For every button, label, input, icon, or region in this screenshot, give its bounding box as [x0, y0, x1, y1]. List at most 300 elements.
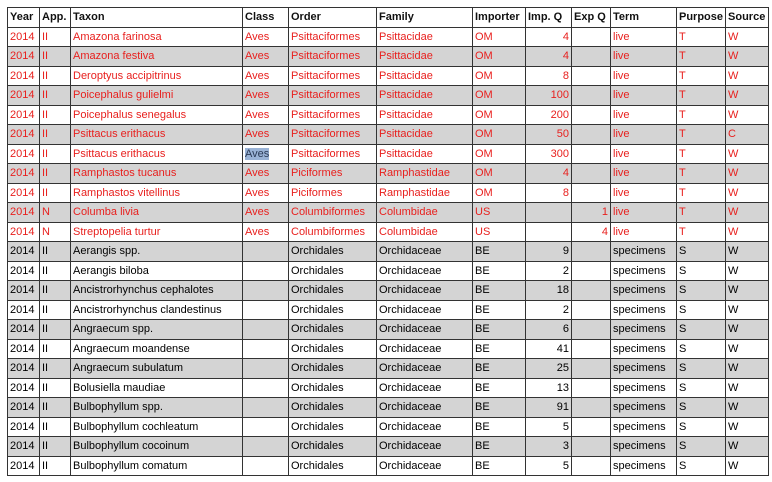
cell-order[interactable]: Orchidales	[289, 456, 377, 476]
cell-order[interactable]: Piciformes	[289, 183, 377, 203]
cell-importer[interactable]: BE	[473, 242, 526, 262]
cell-purpose[interactable]: T	[677, 27, 726, 47]
cell-source[interactable]: W	[726, 456, 769, 476]
cell-year[interactable]: 2014	[8, 300, 40, 320]
cell-family[interactable]: Orchidaceae	[377, 242, 473, 262]
cell-appendix[interactable]: II	[40, 242, 71, 262]
cell-export-quantity[interactable]	[572, 320, 611, 340]
cell-family[interactable]: Psittacidae	[377, 105, 473, 125]
cell-family[interactable]: Ramphastidae	[377, 164, 473, 184]
table-row	[8, 222, 769, 242]
cell-year[interactable]: 2014	[8, 222, 40, 242]
cell-export-quantity[interactable]	[572, 144, 611, 164]
selected-text[interactable]: Aves	[245, 147, 270, 160]
cell-term[interactable]: specimens	[611, 242, 677, 262]
cell-appendix[interactable]: II	[40, 164, 71, 184]
cell-year[interactable]: 2014	[8, 164, 40, 184]
cell-importer[interactable]: OM	[473, 105, 526, 125]
cell-purpose[interactable]: S	[677, 456, 726, 476]
cell-import-quantity[interactable]: 50	[526, 125, 572, 145]
cell-import-quantity[interactable]: 5	[526, 456, 572, 476]
cell-term[interactable]: live	[611, 144, 677, 164]
cell-family[interactable]: Orchidaceae	[377, 417, 473, 437]
cell-appendix[interactable]: II	[40, 183, 71, 203]
cell-export-quantity[interactable]	[572, 378, 611, 398]
cell-importer[interactable]: BE	[473, 456, 526, 476]
cell-appendix[interactable]: N	[40, 203, 71, 223]
cell-taxon[interactable]: Columba livia	[71, 203, 243, 223]
cell-source[interactable]: W	[726, 66, 769, 86]
cell-class[interactable]: Aves	[243, 86, 289, 106]
cell-appendix[interactable]: II	[40, 320, 71, 340]
cell-purpose[interactable]: T	[677, 66, 726, 86]
cell-appendix[interactable]: II	[40, 27, 71, 47]
cell-taxon[interactable]: Angraecum spp.	[71, 320, 243, 340]
cell-appendix[interactable]: N	[40, 222, 71, 242]
cell-order[interactable]: Orchidales	[289, 359, 377, 379]
cell-family[interactable]: Psittacidae	[377, 86, 473, 106]
cell-taxon[interactable]: Psittacus erithacus	[71, 144, 243, 164]
cell-importer[interactable]: US	[473, 203, 526, 223]
cell-taxon[interactable]: Angraecum subulatum	[71, 359, 243, 379]
table-row	[8, 300, 769, 320]
cell-import-quantity[interactable]: 13	[526, 378, 572, 398]
cell-importer[interactable]: OM	[473, 86, 526, 106]
cell-source[interactable]: W	[726, 27, 769, 47]
table-row	[8, 164, 769, 184]
cell-purpose[interactable]: S	[677, 359, 726, 379]
cell-term[interactable]: live	[611, 125, 677, 145]
cell-family[interactable]: Orchidaceae	[377, 320, 473, 340]
cell-family[interactable]: Psittacidae	[377, 27, 473, 47]
cell-taxon[interactable]: Aerangis spp.	[71, 242, 243, 262]
cell-order[interactable]: Psittaciformes	[289, 105, 377, 125]
cell-order[interactable]: Orchidales	[289, 261, 377, 281]
cell-import-quantity[interactable]: 4	[526, 27, 572, 47]
cell-taxon[interactable]: Ancistrorhynchus cephalotes	[71, 281, 243, 301]
cell-importer[interactable]: BE	[473, 398, 526, 418]
cell-source[interactable]: W	[726, 183, 769, 203]
cell-family[interactable]: Psittacidae	[377, 47, 473, 67]
cell-term[interactable]: live	[611, 86, 677, 106]
cell-taxon[interactable]: Amazona festiva	[71, 47, 243, 67]
cell-order[interactable]: Columbiformes	[289, 203, 377, 223]
cell-appendix[interactable]: II	[40, 66, 71, 86]
cell-appendix[interactable]: II	[40, 86, 71, 106]
cell-export-quantity[interactable]	[572, 125, 611, 145]
cell-taxon[interactable]: Ramphastos tucanus	[71, 164, 243, 184]
cell-importer[interactable]: OM	[473, 183, 526, 203]
cell-importer[interactable]: BE	[473, 320, 526, 340]
cell-family[interactable]: Orchidaceae	[377, 378, 473, 398]
cell-importer[interactable]: BE	[473, 339, 526, 359]
cell-purpose[interactable]: T	[677, 47, 726, 67]
cell-year[interactable]: 2014	[8, 27, 40, 47]
cell-export-quantity[interactable]	[572, 47, 611, 67]
cell-export-quantity[interactable]: 1	[572, 203, 611, 223]
cell-source[interactable]: W	[726, 300, 769, 320]
cell-appendix[interactable]: II	[40, 398, 71, 418]
cell-taxon[interactable]: Ramphastos vitellinus	[71, 183, 243, 203]
cell-term[interactable]: live	[611, 183, 677, 203]
cell-class[interactable]	[243, 378, 289, 398]
col-header-family[interactable]: Family	[377, 8, 473, 28]
cell-import-quantity[interactable]: 8	[526, 183, 572, 203]
cell-import-quantity[interactable]: 9	[526, 242, 572, 262]
cell-class[interactable]	[243, 144, 289, 164]
cell-source[interactable]: W	[726, 320, 769, 340]
cell-purpose[interactable]: T	[677, 222, 726, 242]
cell-taxon[interactable]: Amazona farinosa	[71, 27, 243, 47]
cell-purpose[interactable]: T	[677, 125, 726, 145]
col-header-order[interactable]: Order	[289, 8, 377, 28]
cell-import-quantity[interactable]: 2	[526, 300, 572, 320]
cell-term[interactable]: live	[611, 105, 677, 125]
cell-export-quantity[interactable]	[572, 456, 611, 476]
cell-importer[interactable]: OM	[473, 144, 526, 164]
cell-appendix[interactable]: II	[40, 105, 71, 125]
cell-export-quantity[interactable]: 4	[572, 222, 611, 242]
cell-appendix[interactable]: II	[40, 456, 71, 476]
cell-family[interactable]: Orchidaceae	[377, 261, 473, 281]
cell-order[interactable]: Orchidales	[289, 281, 377, 301]
cell-year[interactable]: 2014	[8, 378, 40, 398]
cell-order[interactable]: Psittaciformes	[289, 47, 377, 67]
cell-family[interactable]: Orchidaceae	[377, 359, 473, 379]
cell-order[interactable]: Psittaciformes	[289, 86, 377, 106]
cell-class[interactable]	[243, 437, 289, 457]
cell-appendix[interactable]: II	[40, 378, 71, 398]
cell-taxon[interactable]: Bulbophyllum cochleatum	[71, 417, 243, 437]
cell-order[interactable]: Psittaciformes	[289, 66, 377, 86]
cell-import-quantity[interactable]: 8	[526, 66, 572, 86]
cell-class[interactable]: Aves	[243, 47, 289, 67]
cell-term[interactable]: live	[611, 222, 677, 242]
cell-import-quantity[interactable]: 100	[526, 86, 572, 106]
cell-family[interactable]: Orchidaceae	[377, 339, 473, 359]
cell-family[interactable]: Ramphastidae	[377, 183, 473, 203]
cell-import-quantity[interactable]: 5	[526, 417, 572, 437]
col-header-taxon[interactable]: Taxon	[71, 8, 243, 28]
table-row	[8, 86, 769, 106]
cell-export-quantity[interactable]	[572, 300, 611, 320]
cell-class[interactable]	[243, 261, 289, 281]
cell-taxon[interactable]: Bolusiella maudiae	[71, 378, 243, 398]
cell-class[interactable]: Aves	[243, 66, 289, 86]
cell-class[interactable]	[243, 398, 289, 418]
cell-import-quantity[interactable]: 300	[526, 144, 572, 164]
cell-term[interactable]: specimens	[611, 359, 677, 379]
cell-import-quantity[interactable]: 3	[526, 437, 572, 457]
cell-class[interactable]: Aves	[243, 164, 289, 184]
cell-taxon[interactable]: Bulbophyllum comatum	[71, 456, 243, 476]
cell-class[interactable]: Aves	[243, 105, 289, 125]
cell-source[interactable]: W	[726, 398, 769, 418]
cell-import-quantity[interactable]: 2	[526, 261, 572, 281]
table-row	[8, 398, 769, 418]
cell-importer[interactable]: OM	[473, 125, 526, 145]
cell-term[interactable]: specimens	[611, 339, 677, 359]
cell-purpose[interactable]: T	[677, 183, 726, 203]
cell-source[interactable]: W	[726, 222, 769, 242]
cell-order[interactable]: Orchidales	[289, 398, 377, 418]
cell-year[interactable]: 2014	[8, 359, 40, 379]
cell-appendix[interactable]: II	[40, 417, 71, 437]
cell-export-quantity[interactable]	[572, 417, 611, 437]
cell-year[interactable]: 2014	[8, 339, 40, 359]
cell-purpose[interactable]: S	[677, 281, 726, 301]
cell-term[interactable]: specimens	[611, 320, 677, 340]
cell-family[interactable]: Columbidae	[377, 222, 473, 242]
cell-term[interactable]: specimens	[611, 281, 677, 301]
cell-family[interactable]: Psittacidae	[377, 125, 473, 145]
cell-order[interactable]: Psittaciformes	[289, 27, 377, 47]
table-row	[8, 144, 769, 164]
cell-importer[interactable]: BE	[473, 300, 526, 320]
cell-family[interactable]: Psittacidae	[377, 144, 473, 164]
cell-importer[interactable]: BE	[473, 281, 526, 301]
table-row	[8, 66, 769, 86]
cell-source[interactable]: W	[726, 86, 769, 106]
cell-purpose[interactable]: T	[677, 86, 726, 106]
col-header-term[interactable]: Term	[611, 8, 677, 28]
header-row	[8, 8, 769, 28]
cell-order[interactable]: Orchidales	[289, 417, 377, 437]
cell-appendix[interactable]: II	[40, 125, 71, 145]
cell-year[interactable]: 2014	[8, 417, 40, 437]
cell-purpose[interactable]: S	[677, 300, 726, 320]
cell-importer[interactable]: BE	[473, 359, 526, 379]
cell-appendix[interactable]: II	[40, 261, 71, 281]
cell-year[interactable]: 2014	[8, 437, 40, 457]
cell-source[interactable]: W	[726, 261, 769, 281]
cell-family[interactable]: Columbidae	[377, 203, 473, 223]
cell-class[interactable]: Aves	[243, 222, 289, 242]
cell-import-quantity[interactable]: 6	[526, 320, 572, 340]
cell-purpose[interactable]: S	[677, 437, 726, 457]
cell-class[interactable]	[243, 320, 289, 340]
cell-purpose[interactable]: S	[677, 339, 726, 359]
cell-taxon[interactable]: Ancistrorhynchus clandestinus	[71, 300, 243, 320]
cell-source[interactable]: W	[726, 105, 769, 125]
cell-term[interactable]: live	[611, 164, 677, 184]
cell-source[interactable]: C	[726, 125, 769, 145]
cell-taxon[interactable]: Aerangis biloba	[71, 261, 243, 281]
cell-order[interactable]: Orchidales	[289, 378, 377, 398]
cell-purpose[interactable]: T	[677, 164, 726, 184]
cell-import-quantity[interactable]	[526, 222, 572, 242]
cell-class[interactable]	[243, 281, 289, 301]
cell-family[interactable]: Orchidaceae	[377, 437, 473, 457]
cell-appendix[interactable]: II	[40, 437, 71, 457]
cell-year[interactable]: 2014	[8, 242, 40, 262]
cell-class[interactable]	[243, 300, 289, 320]
cell-order[interactable]: Psittaciformes	[289, 144, 377, 164]
cell-source[interactable]: W	[726, 378, 769, 398]
cell-taxon[interactable]: Poicephalus gulielmi	[71, 86, 243, 106]
col-header-class[interactable]: Class	[243, 8, 289, 28]
cell-export-quantity[interactable]	[572, 164, 611, 184]
cell-import-quantity[interactable]: 200	[526, 105, 572, 125]
cell-year[interactable]: 2014	[8, 281, 40, 301]
cell-purpose[interactable]: T	[677, 203, 726, 223]
cell-class[interactable]: Aves	[243, 183, 289, 203]
cell-taxon[interactable]: Psittacus erithacus	[71, 125, 243, 145]
col-header-year[interactable]: Year	[8, 8, 40, 28]
cell-appendix[interactable]: II	[40, 359, 71, 379]
cell-class[interactable]	[243, 417, 289, 437]
cell-import-quantity[interactable]: 41	[526, 339, 572, 359]
cell-term[interactable]: specimens	[611, 456, 677, 476]
cell-term[interactable]: specimens	[611, 437, 677, 457]
cell-order[interactable]: Piciformes	[289, 164, 377, 184]
cell-importer[interactable]: US	[473, 222, 526, 242]
cell-taxon[interactable]: Bulbophyllum cocoinum	[71, 437, 243, 457]
cell-import-quantity[interactable]	[526, 203, 572, 223]
cell-class[interactable]	[243, 359, 289, 379]
cell-purpose[interactable]: S	[677, 320, 726, 340]
cell-term[interactable]: specimens	[611, 261, 677, 281]
cell-importer[interactable]: BE	[473, 437, 526, 457]
cell-class[interactable]	[243, 339, 289, 359]
cell-family[interactable]: Orchidaceae	[377, 456, 473, 476]
cell-export-quantity[interactable]	[572, 66, 611, 86]
cell-year[interactable]: 2014	[8, 47, 40, 67]
cell-purpose[interactable]: S	[677, 417, 726, 437]
col-header-appendix[interactable]: App.	[40, 8, 71, 28]
cell-import-quantity[interactable]: 4	[526, 47, 572, 67]
cell-purpose[interactable]: S	[677, 242, 726, 262]
cell-importer[interactable]: OM	[473, 47, 526, 67]
cell-importer[interactable]: OM	[473, 164, 526, 184]
cell-source[interactable]: W	[726, 437, 769, 457]
cell-appendix[interactable]: II	[40, 144, 71, 164]
cell-importer[interactable]: BE	[473, 378, 526, 398]
cell-order[interactable]: Orchidales	[289, 242, 377, 262]
cell-class[interactable]	[243, 242, 289, 262]
cell-year[interactable]: 2014	[8, 144, 40, 164]
cell-order[interactable]: Orchidales	[289, 320, 377, 340]
cell-source[interactable]: W	[726, 417, 769, 437]
cell-term[interactable]: specimens	[611, 398, 677, 418]
cell-export-quantity[interactable]	[572, 281, 611, 301]
cell-taxon[interactable]: Bulbophyllum spp.	[71, 398, 243, 418]
cell-term[interactable]: specimens	[611, 417, 677, 437]
cell-appendix[interactable]: II	[40, 339, 71, 359]
cell-purpose[interactable]: S	[677, 261, 726, 281]
cell-export-quantity[interactable]	[572, 105, 611, 125]
cell-appendix[interactable]: II	[40, 47, 71, 67]
cell-source[interactable]: W	[726, 47, 769, 67]
cell-year[interactable]: 2014	[8, 203, 40, 223]
cell-term[interactable]: live	[611, 27, 677, 47]
cell-importer[interactable]: BE	[473, 261, 526, 281]
cell-import-quantity[interactable]: 18	[526, 281, 572, 301]
cell-year[interactable]: 2014	[8, 261, 40, 281]
cell-class[interactable]: Aves	[243, 203, 289, 223]
cell-term[interactable]: specimens	[611, 300, 677, 320]
cell-family[interactable]: Psittacidae	[377, 66, 473, 86]
cell-export-quantity[interactable]	[572, 437, 611, 457]
cell-class[interactable]: Aves	[243, 27, 289, 47]
cell-term[interactable]: specimens	[611, 378, 677, 398]
cell-term[interactable]: live	[611, 203, 677, 223]
col-header-source[interactable]: Source	[726, 8, 769, 28]
table-row	[8, 47, 769, 67]
cell-order[interactable]: Orchidales	[289, 300, 377, 320]
cell-family[interactable]: Orchidaceae	[377, 398, 473, 418]
cell-taxon[interactable]: Angraecum moandense	[71, 339, 243, 359]
cell-importer[interactable]: OM	[473, 66, 526, 86]
cell-year[interactable]: 2014	[8, 398, 40, 418]
cell-class[interactable]: Aves	[243, 125, 289, 145]
cell-year[interactable]: 2014	[8, 456, 40, 476]
cell-importer[interactable]: OM	[473, 27, 526, 47]
cell-import-quantity[interactable]: 25	[526, 359, 572, 379]
cell-year[interactable]: 2014	[8, 320, 40, 340]
cell-year[interactable]: 2014	[8, 105, 40, 125]
cell-source[interactable]: W	[726, 164, 769, 184]
cell-year[interactable]: 2014	[8, 86, 40, 106]
cell-order[interactable]: Orchidales	[289, 437, 377, 457]
cell-term[interactable]: live	[611, 66, 677, 86]
cell-taxon[interactable]: Streptopelia turtur	[71, 222, 243, 242]
cell-year[interactable]: 2014	[8, 125, 40, 145]
cell-purpose[interactable]: T	[677, 144, 726, 164]
col-header-importer[interactable]: Importer	[473, 8, 526, 28]
col-header-purpose[interactable]: Purpose	[677, 8, 726, 28]
table-row	[8, 378, 769, 398]
cell-source[interactable]: W	[726, 203, 769, 223]
cell-export-quantity[interactable]	[572, 339, 611, 359]
cell-order[interactable]: Orchidales	[289, 339, 377, 359]
cell-import-quantity[interactable]: 4	[526, 164, 572, 184]
cell-source[interactable]: W	[726, 144, 769, 164]
cell-family[interactable]: Orchidaceae	[377, 281, 473, 301]
cell-term[interactable]: live	[611, 47, 677, 67]
cell-export-quantity[interactable]	[572, 183, 611, 203]
cell-importer[interactable]: BE	[473, 417, 526, 437]
table-wrapper	[7, 7, 769, 476]
col-header-import-quantity[interactable]: Imp. Q	[526, 8, 572, 28]
cell-taxon[interactable]: Poicephalus senegalus	[71, 105, 243, 125]
cell-export-quantity[interactable]	[572, 261, 611, 281]
cell-appendix[interactable]: II	[40, 281, 71, 301]
cell-taxon[interactable]: Deroptyus accipitrinus	[71, 66, 243, 86]
cell-appendix[interactable]: II	[40, 300, 71, 320]
cell-export-quantity[interactable]	[572, 86, 611, 106]
col-header-export-quantity[interactable]: Exp Q	[572, 8, 611, 28]
cell-year[interactable]: 2014	[8, 183, 40, 203]
cell-family[interactable]: Orchidaceae	[377, 300, 473, 320]
cell-class[interactable]	[243, 456, 289, 476]
cell-order[interactable]: Psittaciformes	[289, 125, 377, 145]
cell-year[interactable]: 2014	[8, 66, 40, 86]
cell-purpose[interactable]: T	[677, 105, 726, 125]
cell-purpose[interactable]: S	[677, 378, 726, 398]
cell-source[interactable]: W	[726, 359, 769, 379]
cell-source[interactable]: W	[726, 339, 769, 359]
cell-source[interactable]: W	[726, 281, 769, 301]
cell-import-quantity[interactable]: 91	[526, 398, 572, 418]
cell-source[interactable]: W	[726, 242, 769, 262]
cell-export-quantity[interactable]	[572, 242, 611, 262]
cell-purpose[interactable]: S	[677, 398, 726, 418]
cell-export-quantity[interactable]	[572, 27, 611, 47]
cell-export-quantity[interactable]	[572, 359, 611, 379]
cell-export-quantity[interactable]	[572, 398, 611, 418]
cell-order[interactable]: Columbiformes	[289, 222, 377, 242]
